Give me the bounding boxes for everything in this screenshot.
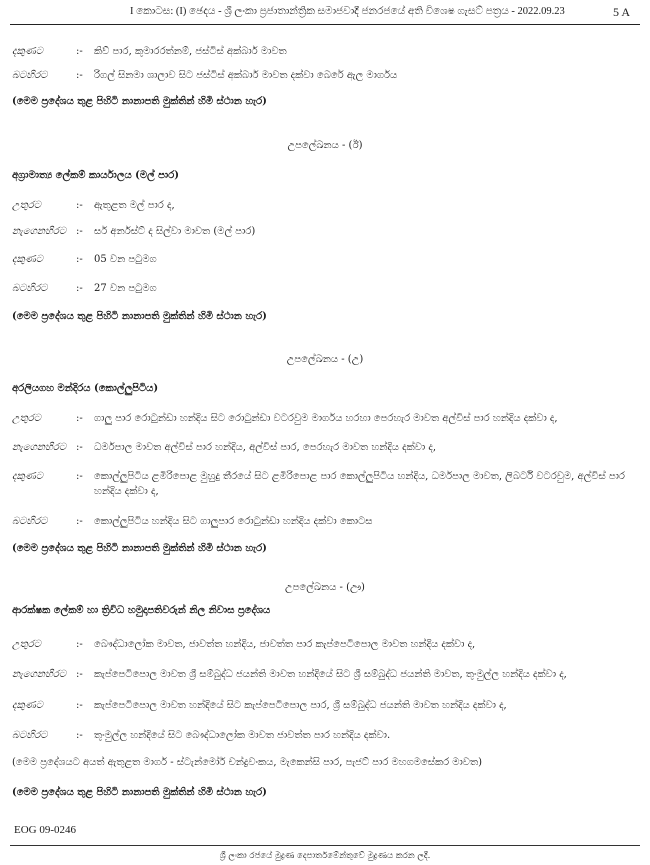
separator: :- <box>76 442 83 453</box>
separator: :- <box>76 70 83 81</box>
boundary-description: රිගල් සිනමා ශාලාව සිට ජස්ටිස් අක්බාර් මාවත දක්වා බෙරේ ඇල මාර්ගය <box>94 70 398 81</box>
separator: :- <box>76 46 83 57</box>
separator: :- <box>76 254 83 265</box>
boundary-description: ධර්මපාල මාවත අල්විස් පාර හන්දිය, අල්විස් පාර, පෙරහැර මාවත හන්දිය දක්වා ද, <box>94 442 436 453</box>
direction-label: නැගෙනහිරට <box>12 669 67 680</box>
direction-label: බටහිරට <box>12 283 48 294</box>
area-title: අරලියගහ මන්දිරය (කොල්ලුපිටිය) <box>12 383 159 394</box>
separator: :- <box>76 669 83 680</box>
direction-label: උතුරට <box>12 413 41 424</box>
direction-label: දකුණට <box>12 471 43 482</box>
direction-label: නැගෙනහිරට <box>12 226 67 237</box>
gazette-header <box>0 4 650 22</box>
separator: :- <box>76 200 83 211</box>
direction-label: බටහිරට <box>12 730 48 741</box>
direction-label: දකුණට <box>12 46 43 57</box>
separator: :- <box>76 700 83 711</box>
area-title: ආරක්ෂක ලේකම් හා ත්‍රිවිධ හමුදාපතිවරුන් නිල නිවාස ප්‍රදේශය <box>12 605 271 616</box>
footer-divider <box>10 845 640 846</box>
separator: :- <box>76 516 83 527</box>
boundary-description: සර් අර්නස්ට් ද සිල්වා මාවත (මල් පාර) <box>94 226 256 237</box>
boundary-description: 27 වන පටුමග <box>94 283 157 294</box>
boundary-description: කැප්පෙටිපොල මාවත ශ්‍රී සම්බුද්ධ ජයන්ති මාවත හන්දියේ සිට ශ්‍රී සම්බුද්ධ ජයන්ති මාවත, තුංමුල්ල හන්දිය දක්වා ද, <box>94 669 567 680</box>
separator: :- <box>76 283 83 294</box>
document-code: EOG 09-0246 <box>14 824 77 836</box>
boundary-description: කොල්ලුපිටිය ළමිරිපොළ මුහුදු තීරයේ සිට ළමිරිපොළ පාර කොල්ලුපිටිය හන්දිය, ධර්මපාල මාවත, ලිබර්ටි වටරවුම, අල්විස් පාර හන්දිය දක්වා ද, <box>94 471 625 497</box>
direction-label: බටහිරට <box>12 70 48 81</box>
exemption-note: (මෙම ප්‍රදේශය තුළ පිහිටි නානාපති මුක්තින් හිමි ස්ථාන හැර) <box>12 543 267 554</box>
boundary-description: කිව් පාර, කුමාරරත්නම්, ජස්ටිස් අක්බාර් මාවත <box>94 46 287 57</box>
gazette-title: I කොටස: (I) ඡෙදය - ශ්‍රී ලංකා ප්‍රජාතාන්ත්‍රික සමාජවාදී ජනරජයේ අති විශෙෂ ගැසට් පත්‍රය - 2022.09.23 <box>130 6 565 17</box>
area-title: අග්‍රාමාත්‍ය ලේකම් කාර්යාලය (මල් පාර) <box>12 170 179 181</box>
separator: :- <box>76 730 83 741</box>
separator: :- <box>76 471 83 482</box>
schedule-heading: උපලේඛනය - (ඌ) <box>285 582 365 593</box>
direction-label: බටහිරට <box>12 516 48 527</box>
boundary-description: තුංමුල්ල හන්දියේ සිට බෞද්ධාලෝක මාවත ජාවත්ත පාර හන්දිය දක්වා. <box>94 730 391 741</box>
boundary-description: කැප්පෙටිපොල මාවත හන්දියේ සිට කැප්පෙටිපොල පාර, ශ්‍රී සම්බුද්ධ ජයන්ති මාවත හන්දිය දක්වා ද, <box>94 700 507 711</box>
header-divider <box>10 24 640 25</box>
separator: :- <box>76 226 83 237</box>
printer-credit: ශ්‍රී ලංකා රජයේ මුද්‍රණ දෙපාර්තමේන්තුවේ මුද්‍රණය කරන ලදී. <box>219 851 431 861</box>
boundary-description: ගාලු පාර රොටුන්ඩා හන්දිය සිට රොටුන්ඩා වටරවුම මාර්ගය හරහා පෙරහැර මාවත අල්විස් පාර හන්දිය දක්වා ද, <box>94 413 558 424</box>
exemption-note: (මෙම ප්‍රදේශය තුළ පිහිටි නානාපති මුක්තින් හිමි ස්ථාන හැර) <box>12 787 267 798</box>
direction-label: උතුරට <box>12 200 41 211</box>
schedule-heading: උපලේඛනය - (ඊ) <box>287 140 363 151</box>
separator: :- <box>76 639 83 650</box>
direction-label: දකුණට <box>12 700 43 711</box>
schedule-heading: උපලේඛනය - (උ) <box>286 354 364 365</box>
boundary-description: ඇතුළත මල් පාර ද, <box>94 200 175 211</box>
exemption-note: (මෙම ප්‍රදේශය තුළ පිහිටි නානාපති මුක්තින් හිමි ස්ථාන හැර) <box>12 311 267 322</box>
separator: :- <box>76 413 83 424</box>
boundary-description: බෞද්ධාලෝක මාවත, ජාවත්ත හන්දිය, ජාවත්ත පාර කැප්පෙටිපොල මාවත හන්දිය දක්වා ද, <box>94 639 476 650</box>
direction-label: උතුරට <box>12 639 41 650</box>
boundary-description: 05 වන පටුමග <box>94 254 157 265</box>
page-number: 5 A <box>612 5 630 19</box>
exemption-note: (මෙම ප්‍රදේශය තුළ පිහිටි නානාපති මුක්තින් හිමි ස්ථාන හැර) <box>12 96 267 107</box>
direction-label: නැගෙනහිරට <box>12 442 67 453</box>
internal-roads-note: (මෙම ප්‍රදේශයට අයත් ඇතුළත මාර්ග - ස්ටැන්මෝර් චන්ද්‍රවංකය, මැකෙන්සි පාර, පැජට් පාර මහගමසේකර මාවත) <box>12 757 482 768</box>
boundary-description: කොල්ලුපිටිය හන්දිය සිට ගාලුපාර රොටුන්ඩා හන්දිය දක්වා කොටස <box>94 516 373 527</box>
direction-label: දකුණට <box>12 254 43 265</box>
